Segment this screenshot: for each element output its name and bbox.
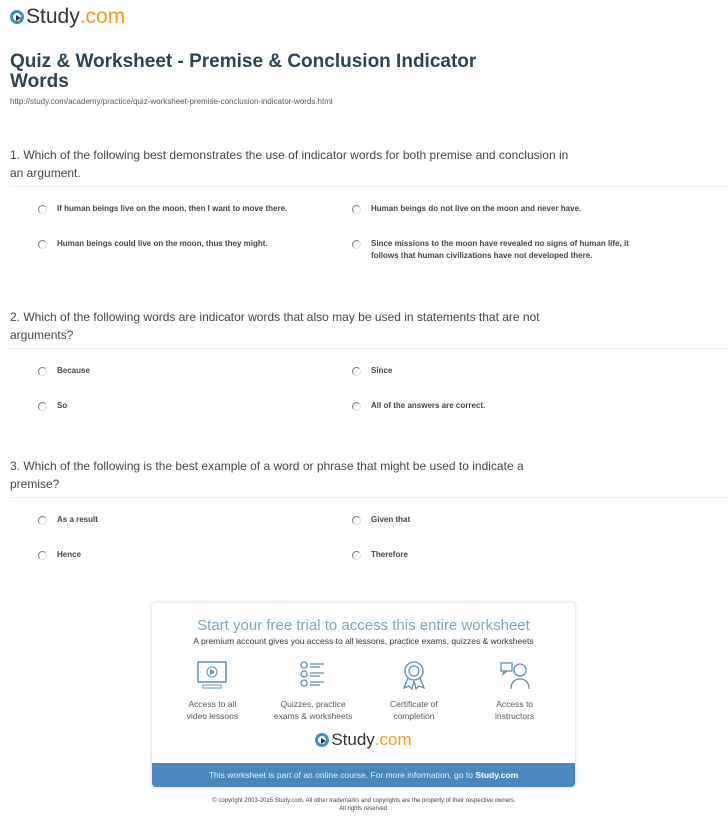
answer-option[interactable]: Human beings could live on the moon, thus they might.: [38, 238, 338, 250]
instructor-icon: [499, 660, 531, 690]
radio-button[interactable]: [352, 367, 361, 376]
radio-button[interactable]: [38, 402, 47, 411]
question-text: 1. Which of the following best demonstrates the use of indicator words for both premise and conclusion in an argument.: [10, 148, 569, 180]
radio-button[interactable]: [352, 240, 361, 249]
certificate-icon: [398, 660, 430, 690]
quiz-list-icon: [297, 660, 329, 690]
play-icon: [10, 10, 24, 24]
radio-button[interactable]: [352, 551, 361, 560]
promo-title: Start your free trial to access this entire worksheet: [197, 617, 530, 634]
divider: [10, 348, 728, 349]
answer-option[interactable]: All of the answers are correct.: [352, 400, 652, 412]
answer-option[interactable]: Since: [352, 365, 652, 377]
study-logo[interactable]: Study .com: [10, 5, 125, 29]
answer-option[interactable]: Because: [38, 365, 338, 377]
study-link[interactable]: Study.com: [475, 770, 519, 780]
page-title: Quiz & Worksheet - Premise & Conclusion Indicator Words: [10, 51, 477, 92]
feature-instructors: Access to instructors: [467, 660, 562, 722]
radio-button[interactable]: [38, 240, 47, 249]
page-url: http://study.com/academy/practice/quiz-worksheet-premise-conclusion-indicator-words.html: [10, 97, 333, 106]
feature-certificate: Certificate of completion: [366, 660, 461, 722]
question-text: 2. Which of the following words are indicator words that also may be used in statements that are not arguments?: [10, 310, 540, 342]
play-icon: [315, 733, 329, 747]
answer-option[interactable]: Hence: [38, 549, 338, 561]
radio-button[interactable]: [38, 205, 47, 214]
divider: [10, 497, 728, 498]
answer-option[interactable]: Human beings do not live on the moon and never have.: [352, 203, 652, 215]
promo-subtitle: A premium account gives you access to all lessons, practice exams, quizzes & worksheets: [193, 636, 534, 646]
promo-box: [152, 603, 575, 787]
feature-video: Access to all video lessons: [165, 660, 260, 722]
divider: [10, 186, 728, 187]
video-lesson-icon: [196, 660, 228, 690]
promo-logo: Study .com: [152, 730, 575, 750]
feature-quizzes: Quizzes, practice exams & worksheets: [266, 660, 361, 722]
answer-option[interactable]: If human beings live on the moon, then I want to move there.: [38, 203, 338, 215]
radio-button[interactable]: [352, 205, 361, 214]
copyright: © copyright 2003-2015 Study.com. All other trademarks and copyrights are the property of their respective owners. All rights reserved.: [212, 798, 516, 812]
radio-button[interactable]: [352, 402, 361, 411]
radio-button[interactable]: [38, 551, 47, 560]
answer-option[interactable]: As a result: [38, 514, 338, 526]
radio-button[interactable]: [38, 367, 47, 376]
answer-option[interactable]: Since missions to the moon have revealed no signs of human life, it follows that human civilizations have not developed there.: [352, 238, 652, 262]
answer-option[interactable]: So: [38, 400, 338, 412]
radio-button[interactable]: [38, 516, 47, 525]
answer-option[interactable]: Therefore: [352, 549, 652, 561]
question-text: 3. Which of the following is the best example of a word or phrase that might be used to indicate a premise?: [10, 459, 524, 491]
radio-button[interactable]: [352, 516, 361, 525]
info-bar: This worksheet is part of an online course. For more information, go to Study.com: [152, 763, 575, 787]
answer-option[interactable]: Given that: [352, 514, 652, 526]
